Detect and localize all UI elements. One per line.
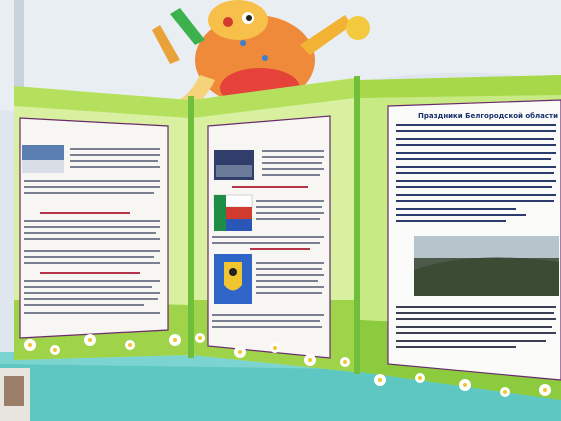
right-poster-title: Праздники Белгородской области xyxy=(418,112,559,120)
middle-panel xyxy=(192,78,355,372)
panel-hinge-right xyxy=(354,76,360,374)
region-coat-of-arms xyxy=(214,254,252,304)
region-flag xyxy=(214,195,252,231)
right-panel xyxy=(360,75,561,400)
left-panel xyxy=(14,86,190,360)
panel-hinge-left xyxy=(188,96,194,358)
